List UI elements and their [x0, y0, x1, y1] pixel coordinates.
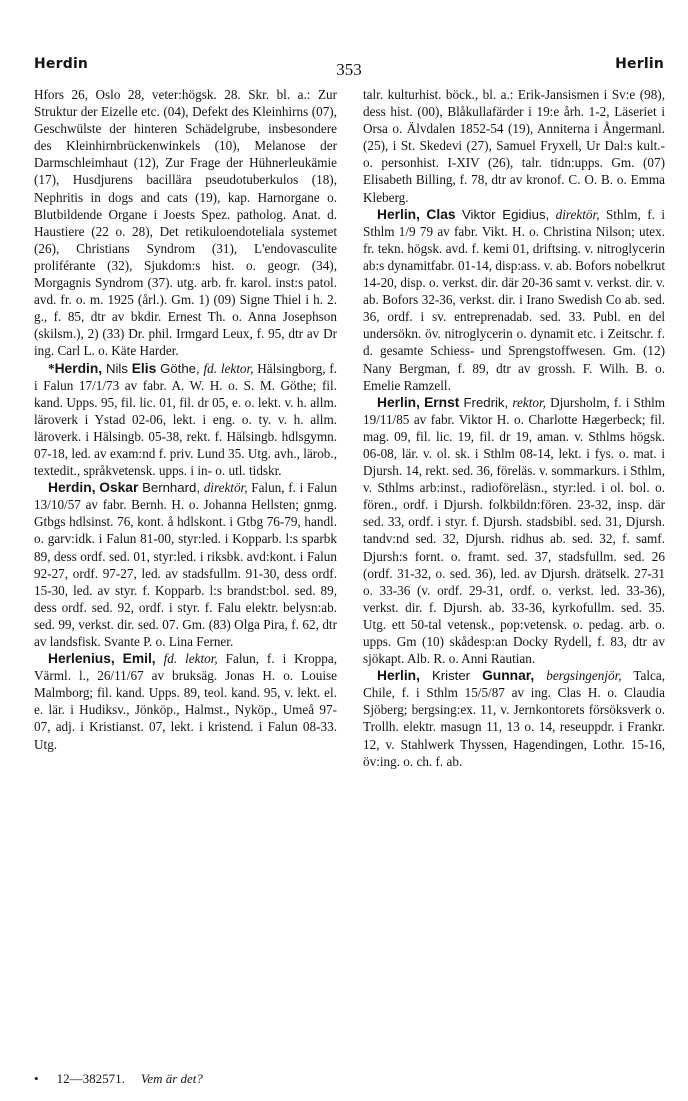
entry-given-name-rest: Göthe, — [160, 360, 200, 376]
entry-text: Falun, f. i Falun 13/10/57 av fabr. Bernh. H. o. Johanna Hellsten; gnmg. Gtbgs hdlsinst. 76, kont. å hdlskont. i Gtbg 76-79, handl. o. garv:idk. i Falun 81-00, styr:led. i Kopparb. l:s sparbk 89, dess ordf. sed. 01, styr:led. i riksbk. avd:kont. i Falun 92-27, ordf. 97-27, led. av stadsfullm. 91-30, dess ordf. 15-30, led. av styr. f. Kopparb. l:s brandst:bol. sed. 89, dess ordf. sed. 92, ordf. i styr. f. Falu elektr. belysn:ab. sed. 99, verkst. dir. sed. 07. Gm. (83) Olga Pira, f. 62, dtr av landsfisk. Svante P. o. Lina Ferner. — [34, 480, 338, 649]
entry-occupation: rektor, — [512, 394, 546, 410]
right-column — [363, 86, 665, 770]
entry-text: Falun, f. i Kroppa, Värml. l., 26/11/67 av bruksäg. Jonas H. o. Louise Malmborg; fil. kand. Upps. 89, teol. kand. 95, v. lekt. el. e. lär. i Hudiksv., Jönköp., Halmst., Nyköp., Umeå 97-07, adj. i Kristianst. 07, lekt. i kristend. i Falun 08-33. Utg. — [34, 651, 338, 752]
header-left-word: Herdin — [34, 56, 89, 72]
entry-herlenius-emil — [34, 650, 337, 753]
book-title: Vem är det? — [140, 1071, 203, 1086]
entry-occupation: fd. lektor, — [163, 651, 218, 667]
continued-entry-text: talr. kulturhist. böck., bl. a.: Erik-Jansismen i Sv:e (98), dess hist. (00), Blåkullafärder i 19:e årh. 1-2, Läseriet i Orsa o. Älvdalen 1852-54 (19), Anniterna i Ångermanl. (25), i St. Skedevi (27), Samuel Fryxell, Ur Dal:s kult.- o. personhist. I-XIV (26), talr. tidn:upps. Gm. (07) Elisabeth Billing, f. 78, dtr av kronof. C. O. B. o. Emma Kleberg. — [363, 87, 665, 205]
entry-surname: Herlin, — [377, 668, 420, 684]
entry-herlin-gunnar — [363, 667, 665, 770]
deceased-marker: * — [48, 360, 55, 376]
entry-given-name: Nils — [105, 360, 128, 376]
page-number: 353 — [336, 60, 362, 79]
entry-text: Hälsingborg, f. i Falun 17/1/73 av fabr. A. W. H. o. S. M. Göthe; fil. kand. Upps. 95, fil. lic. 01, fil. dr 05, e. o. lekt. v. h. allm. läroverk i Ystad 02-06, lekt. i eng. o. ty. v. h. allm. läroverk. i Hälsingb. 05-38, rekt. f. Hälsingb. hdlsgymn. 07-18, led. av exam:nd f. priv. Lund 35. Utg. avh., lärob., textedit., språkvetensk. upps. i in- o. utl. tidskr. — [34, 360, 338, 479]
header-right-word: Herlin — [615, 56, 664, 72]
entry-surname: Herlenius, — [48, 651, 115, 667]
entry-occupation: bergsingenjör, — [546, 668, 622, 684]
entry-called-name: Gunnar, — [482, 668, 535, 684]
entry-given-name-rest: Bernhard, — [142, 480, 200, 496]
entry-called-name: Ernst — [424, 394, 460, 410]
entry-herlin-ernst — [363, 394, 665, 668]
entry-surname: Herdin, — [54, 360, 103, 376]
entry-occupation: direktör, — [203, 480, 248, 496]
entry-called-name: Elis — [131, 360, 157, 376]
entry-occupation: fd. lektor, — [203, 360, 254, 376]
left-column — [34, 86, 337, 753]
bullet-mark: • — [34, 1071, 39, 1086]
entry-herlin-clas — [363, 206, 665, 394]
entry-text: Sthlm, f. i Sthlm 1/9 79 av fabr. Vikt. H. o. Christina Nilson; utex. fr. tekn. högsk. avd. f. kemi 01, driftsing. v. nitroglycerin ab:s dynamitfabr. 01-14, disp:ass. v. ab. Bofors nobelkrut 14-20, disp. o. verkst. dir. där 20-36 samt v. verkst. dir. v. ab. Bofors 32-36, verkst. dir. i Irano Swedish Co ab. sed. 36, ordf. i sv. entreprenadab. sed. 33. Publ. en del undersökn. öv. nitroglycerin o. dynamit etc. i Zeitschr. f. d. gesamte Schiess- und Sprengstoffwesen. Gm. (12) Nany Bergman, f. 89, dtr av grossh. F. Wilh. B. o. Emelie Ramzell. — [363, 206, 666, 393]
entry-surname: Herdin, — [48, 480, 96, 496]
entry-given-name: Krister — [431, 668, 471, 684]
entry-surname: Herlin, — [377, 394, 420, 410]
printer-signature: 12—382571. — [56, 1071, 125, 1086]
entry-given-name-rest: Viktor Egidius, — [462, 206, 550, 222]
entry-called-name: Emil, — [122, 651, 156, 667]
entry-occupation: direktör, — [555, 206, 600, 222]
entry-herdin-elis — [34, 360, 337, 480]
entry-called-name: Oskar — [99, 480, 139, 496]
running-header — [34, 56, 664, 80]
entry-herdin-oskar — [34, 479, 337, 650]
continued-entry-text: Hfors 26, Oslo 28, veter:högsk. 28. Skr. bl. a.: Zur Struktur der Eizelle etc. (04), Defekt des Kleinhirns (07), Geschwülste der hinteren Schädelgrube, insbesondere des Kleinhirnbrückenwinkels (10), Melanose der Darmschleimhaut (12), Zur Frage der Hühnerleukämie (17), Husdjurens bacillära pseudotuberkulos (18), Nephritis in dogs and cats (19), kap. Harnorgane o. Blutbildende Organe i Joests Spez. patholog. Anat. d. Haustiere (22 o. 28), Det retikuloendoteliala systemet (26), Christians Syndrom (31), L'endovasculite proliférante (32), Sjukdom:s hist. o. geogr. (34), Morgagnis Syndrom (37). utg. arb. fr. karol. inst:s patol. avd. fr. o. m. 1925 (årl.). Gm. 1) (09) Signe Thiel i h. 2. g., f. 85, dtr av bkdir. Ernest Th. o. Anna Josephson (skilsm.), 2) (33) Dr. phil. Irmgard Leux, f. 95, dtr av Dr ing. Carl L. o. Käte Harder. — [34, 87, 337, 359]
entry-text: Djursholm, f. i Sthlm 19/11/85 av fabr. Viktor H. o. Charlotte Hægerbeck; fil. mag. 09, fil. lic. 19, fil. dr 19, aman. v. Sthlms högsk. 06-08, lär. v. ol. sk. i Sthlm 08-14, lekt. i fys. o. mat. i Djursh. 14, rekt. sed. 36, föreläs. v. sommarkurs. i Sthlm, v. Sthlms arb:inst., radioföreläsn., styr:led. i ol. bol. o. fören., ordf. i Djursh. folkbildn:fören. 23-32, insp. där sed. 33, ordf. i styr. f. Djursh. stadsbibl. sed. 31, Djursh. tandv:nd sed. 32, Djursh. ridhus ab. sed. 32, f. samf. Djursh:s fornt. o. framt. sed. 37, stadsfullm. sed. 26 (ordf. 31-32, o. sed. 36), led. av Djursh. drätselk. 27-31 o. 33-36 (v. ordf. 29-31, ordf. o. verkst. led. 33-36), verkst. dir. f. Djursh. ab. 33-36, kyrkofullm. sed. 35. Utg. ett 50-tal vetensk., pop:vetensk. o. pedag. arb. o. upps. Gm (10) skådesp:an Docky Rydell, f. 83, dtr av sjökapt. Alb. R. o. Anni Rautian. — [363, 394, 666, 667]
entry-given-name-rest: Fredrik, — [463, 394, 509, 410]
entry-surname: Herlin, — [377, 206, 420, 222]
page-footer — [34, 1071, 203, 1087]
entry-text: Talca, Chile, f. i Sthlm 15/5/87 av ing. Clas H. o. Claudia Sjöberg; bergsing:ex. 11, v. Jernkontorets försöksverk o. Trollh. elektr. masugn 11, 13 o. 14, reseuppdr. i Frankr. 12, v. Stahlwerk Thyssen, Hagendingen, Lothr. 15-16, öv:ing. o. ch. f. ab. — [363, 668, 666, 769]
entry-called-name: Clas — [426, 206, 456, 222]
